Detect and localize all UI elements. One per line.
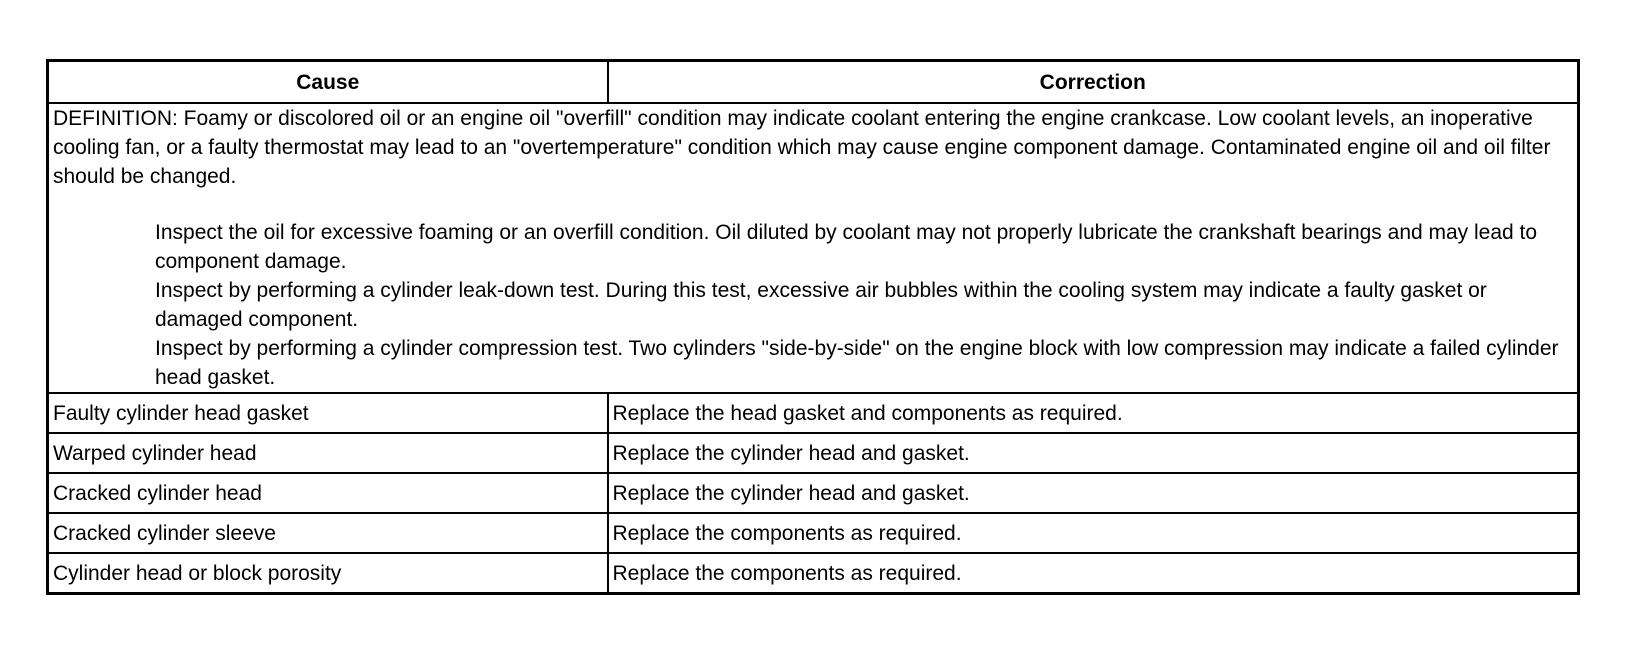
inspection-item: Inspect by performing a cylinder compression test. Two cylinders "side-by-side" on the engine block with low compression may indicate a failed cylinder head gasket. (155, 337, 1559, 389)
table-row (48, 473, 1579, 513)
correction-cell: Replace the cylinder head and gasket. (608, 473, 1579, 513)
cause-cell: Faulty cylinder head gasket (48, 393, 608, 433)
correction-cell: Replace the cylinder head and gasket. (608, 433, 1579, 473)
diagnostic-table (46, 59, 1580, 595)
definition-cell (48, 103, 1579, 393)
cause-cell: Cracked cylinder head (48, 473, 608, 513)
inspection-item: Inspect by performing a cylinder leak-down test. During this test, excessive air bubbles within the cooling system may indicate a faulty gasket or damaged component. (155, 279, 1487, 331)
cause-cell: Cylinder head or block porosity (48, 553, 608, 594)
correction-cell: Replace the head gasket and components as required. (608, 393, 1579, 433)
correction-header: Correction (608, 61, 1579, 104)
inspection-list (53, 218, 1573, 392)
table-row (48, 393, 1579, 433)
table-row (48, 513, 1579, 553)
cause-cell: Cracked cylinder sleeve (48, 513, 608, 553)
correction-cell: Replace the components as required. (608, 513, 1579, 553)
cause-cell: Warped cylinder head (48, 433, 608, 473)
header-row (48, 61, 1579, 104)
table-row (48, 433, 1579, 473)
definition-row (48, 103, 1579, 393)
cause-header: Cause (48, 61, 608, 104)
table-row (48, 553, 1579, 594)
correction-cell: Replace the components as required. (608, 553, 1579, 594)
definition-text: DEFINITION: Foamy or discolored oil or an engine oil "overfill" condition may indicate coolant entering the engine crankcase. Low coolant levels, an inoperative cooling fan, or a faulty thermostat may lead to an "overtemperature" condition which may cause engine component damage. Contaminated engine oil and oil filter should be changed. (53, 107, 1551, 188)
inspection-item: Inspect the oil for excessive foaming or an overfill condition. Oil diluted by coolant may not properly lubricate the crankshaft bearings and may lead to component damage. (155, 221, 1538, 273)
